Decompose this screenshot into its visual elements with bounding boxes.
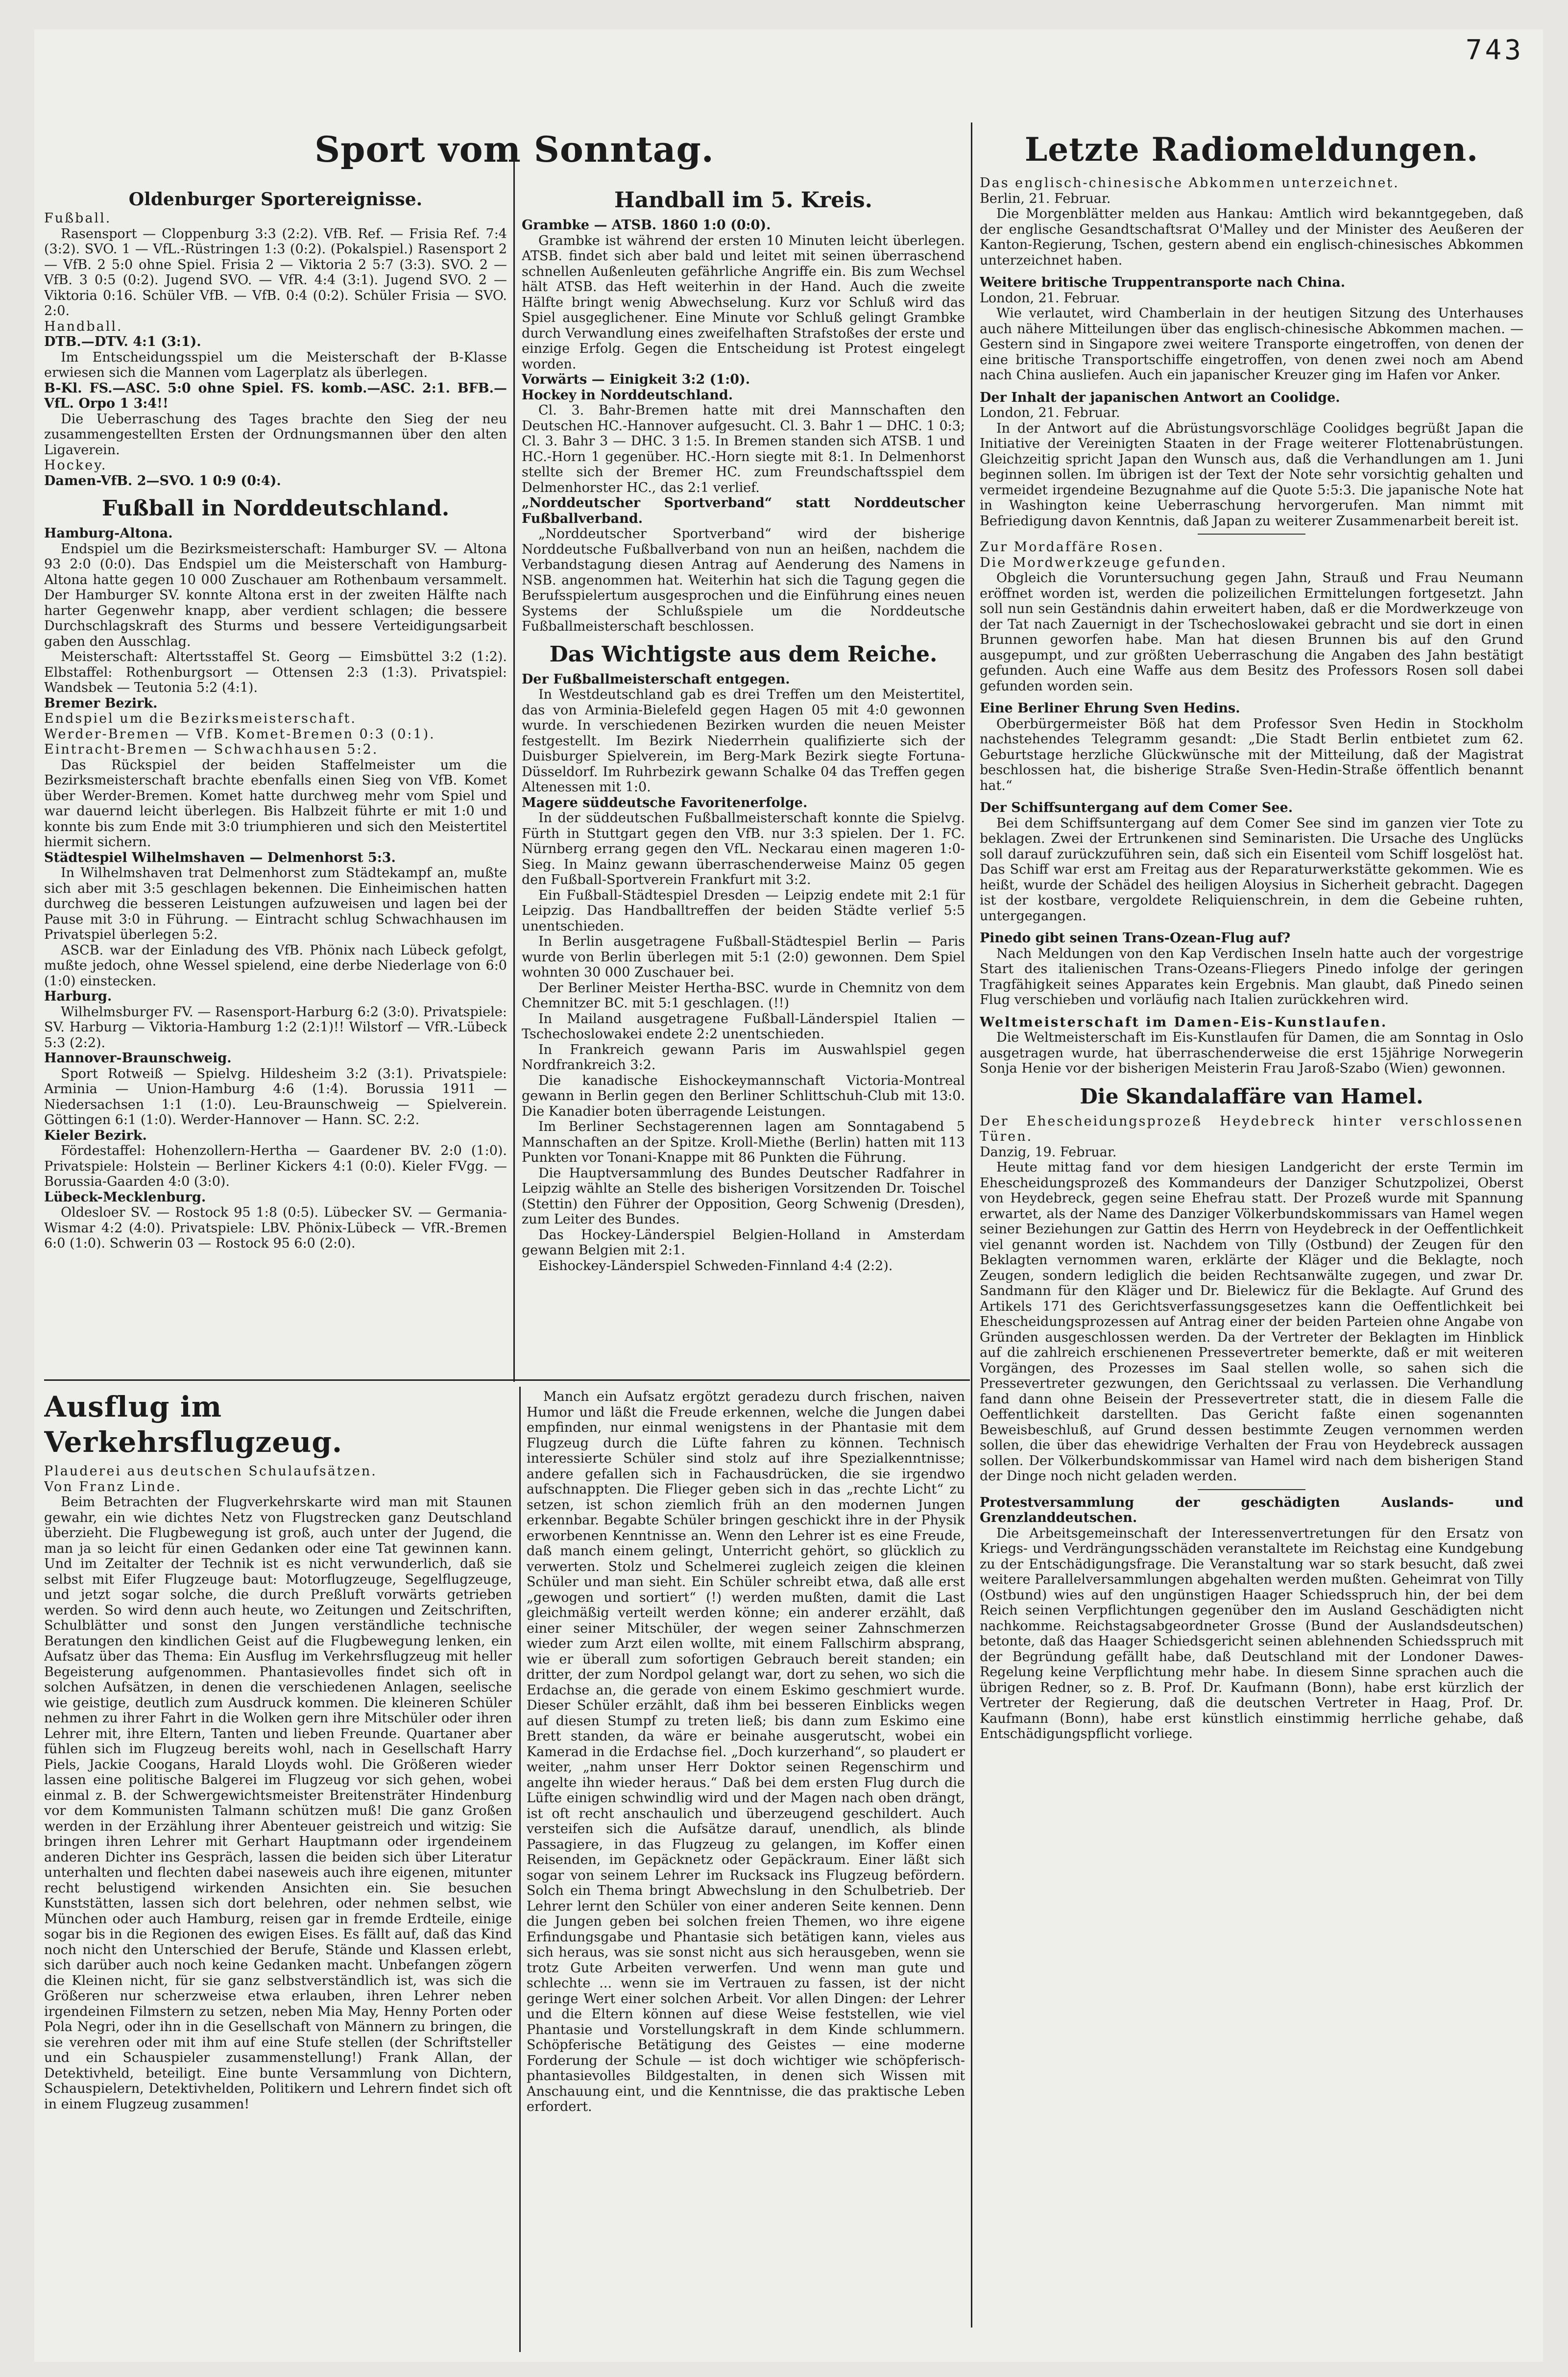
paragraph: Obgleich die Voruntersuchung gegen Jahn, Strauß und Frau Neumann eröffnet worden ist, werden die polizeilichen Ermittelungen fortgesetzt. Jahn soll nun sein Geständnis dahin erweitert haben, daß er die Mordwerkzeuge von der Tat nach Zauernigt in der Tschechoslowakei gebracht und sie dort in einen Brunnen geworfen habe. Man hat diesen Brunnen bis auf den Grund ausgepumpt, und zur größten Ueberraschung die Angaben des Jahn bestätigt gefunden. Auch eine Waffe aus dem Besitz des Professors Rosen soll dabei gefunden worden sein. bbox=[980, 570, 1523, 694]
paragraph: „Norddeutscher Sportverband“ wird der bisherige Norddeutsche Fußballverband von nun an heißen, nachdem die Verbandstagung diesen Antrag auf Aenderung des Namens in NSB. angenommen hat. Weiterhin hat sich die Tagung gegen die Berufsspielertum ausgesprochen und die Einführung eines neuen Systems der Schlußspiele um die Norddeutsche Fußballmeisterschaft beschlossen. bbox=[522, 526, 965, 634]
column-rule bbox=[519, 1387, 521, 2352]
paragraph: Die Ueberraschung des Tages brachte den Sieg der neu zusammengestellten Ersten der Ordnungsmannen über den alten Ligaverein. bbox=[44, 411, 507, 458]
separator bbox=[1198, 534, 1305, 535]
paragraph: Cl. 3. Bahr-Bremen hatte mit drei Mannschaften den Deutschen HC.-Hannover aufgesucht. Cl. 3. Bahr 1 — DHC. 1 0:3; Cl. 3. Bahr 3 — DHC. 3 1:5. In Bremen standen sich ATSB. 1 und HC.-Horn 1 gegenüber. HC.-Horn siegte mit 8:1. In Delmenhorst stellte sich der Bremer HC. zum Freundschaftsspiel dem Delmenhorster HC., das 2:1 verlief. bbox=[522, 403, 965, 495]
flug-left-column bbox=[44, 1389, 512, 2350]
result-line: DTB.—DTV. 4:1 (3:1). bbox=[44, 334, 201, 349]
radio-subheading: Weitere britische Truppentransporte nach China. bbox=[980, 275, 1346, 290]
paragraph: Die Morgenblätter melden aus Hankau: Amtlich wird bekanntgegeben, daß der englische Gesandtschaftsrat O'Malley und der Minister des Aeußeren der Kanton-Regierung, Tschen, gestern abend ein englisch-chinesisches Abkommen unterzeichnet haben. bbox=[980, 206, 1523, 268]
paragraph: Die Weltmeisterschaft im Eis-Kunstlaufen für Damen, die am Sonntag in Oslo ausgetragen wurde, hat überraschenderweise die erst 15jährige Norwegerin Sonja Henie vor der bisherigen Meisterin Frau Jaroß-Szabo (Wien) gewonnen. bbox=[980, 1030, 1523, 1076]
paragraph: Im Entscheidungsspiel um die Meisterschaft der B-Klasse erwiesen sich die Mannen vom Lagerplatz als überlegen. bbox=[44, 349, 507, 380]
page-number: 743 bbox=[1465, 34, 1524, 66]
subhead-handball: Handball. bbox=[44, 319, 123, 334]
paragraph: Eishockey-Länderspiel Schweden-Finnland 4:4 (2:2). bbox=[538, 1258, 893, 1274]
section-rule bbox=[44, 1379, 970, 1381]
radio-subheading: Zur Mordaffäre Rosen. bbox=[980, 539, 1164, 555]
radio-subheading: Protestversammlung der geschädigten Auslands- und Grenzlanddeutschen. bbox=[980, 1495, 1523, 1525]
flug-author: Von Franz Linde. bbox=[44, 1479, 182, 1495]
paragraph: Heute mittag fand vor dem hiesigen Landgericht der erste Termin im Ehescheidungsprozeß des Kommandeurs der Danziger Schutzpolizei, Oberst von Heydebreck, gegen seine Ehefrau statt. Der Prozeß wurde mit Spannung erwartet, als der Name des Danziger Völkerbundskommissars van Hamel wegen seiner Beziehungen zur Gattin des Herrn von Heydebreck in der Oeffentlichkeit viel genannt worden ist. Nachdem von Tilly (Ostbund) der Zeugen für den Beklagten vernommen waren, erklärte der Kläger und die Beklagte, noch Zeugen, sondern lediglich die beiden Rechtsanwälte zugegen, und zwar Dr. Sandmann für den Kläger und Dr. Bielewicz für die Beklagte. Auf Grund des Artikels 171 des Gerichtsverfassungsgesetzes kann die Oeffentlichkeit bei Ehescheidungsprozessen auf Antrag einer der beiden Parteien ohne Angabe von Gründen ausgeschlossen werden. Da der Vertreter der Beklagten im Hinblick auf die zahlreich erschienenen Pressevertreter bemerkte, daß er mit weiteren Vorgängen, des Prozesses im Saal stellen wolle, so sahen sich die Pressevertreter gezwungen, den Gerichtssaal zu verlassen. Die Verhandlung fand dann ohne Beisein der Pressevertreter statt, die in diesem Falle die Oeffentlichkeit darstellten. Das Gericht faßte einen sogenannten Beweisbeschluß, auf Grund dessen bestimmte Zeugen vernommen werden sollen, die über das ehewidrige Verhalten der Frau von Heydebreck aussagen sollen. Der Völkerbundskommissar van Hamel wird nach dem bisherigen Stand der Dinge noch nicht geladen werden. bbox=[980, 1160, 1523, 1484]
subhead-kiel: Kieler Bezirk. bbox=[44, 1127, 147, 1143]
radio-subheading: Pinedo gibt seinen Trans-Ozean-Flug auf? bbox=[980, 931, 1291, 946]
radio-subheading: Die Mordwerkzeuge gefunden. bbox=[980, 555, 1227, 570]
result-line: Vorwärts — Einigkeit 3:2 (1:0). bbox=[522, 372, 750, 387]
radio-column bbox=[980, 127, 1523, 2352]
subhead-meisterschaft: Der Fußballmeisterschaft entgegen. bbox=[522, 671, 790, 687]
oldenburg-heading: Oldenburger Sportereignisse. bbox=[128, 189, 423, 210]
result-line: B-Kl. FS.—ASC. 5:0 ohne Spiel. FS. komb.—ASC. 2:1. BFB.—VfL. Orpo 1 3:4!! bbox=[44, 380, 507, 411]
reich-heading: Das Wichtigste aus dem Reiche. bbox=[549, 641, 938, 667]
radio-subheading: Das englisch-chinesische Abkommen unterzeichnet. bbox=[980, 175, 1399, 191]
paragraph: In der Antwort auf die Abrüstungsvorschläge Coolidges begrüßt Japan die Initiative der Vereinigten Staaten in der Frage weiterer Flottenabrüstungen. Gleichzeitig spricht Japan den Wunsch aus, daß die Verhandlungen am 1. Juni beginnen sollen. Im übrigen ist der Text der Note sehr vorsichtig gehalten und vermeidet irgendeine Bezugnahme auf die Quote 5:5:3. Die japanische Note hat in Washington keine Ueberraschung hervorgerufen. Man nimmt mit Befriedigung davon Kenntnis, daß Japan zu weiterer Zusammenarbeit bereit ist. bbox=[980, 420, 1523, 529]
subhead-sueddeutsch: Magere süddeutsche Favoritenerfolge. bbox=[522, 795, 808, 810]
paragraph: Meisterschaft: Altertsstaffel St. Georg — Eimsbüttel 3:2 (1:2). Elbstaffel: Rothenburgsort — Ottensen 2:3 (1:3). Privatspiel: Wandsbek — Teutonia 5:2 (4:1). bbox=[44, 649, 507, 695]
paragraph: Eintracht-Bremen — Schwachhausen 5:2. bbox=[44, 742, 379, 757]
paragraph: Beim Betrachten der Flugverkehrskarte wird man mit Staunen gewahr, ein wie dichtes Netz von Flugstrecken ganz Deutschland überzieht. Die Flugbewegung ist groß, auch unter der Jugend, die man ja so leicht für einen Gedanken oder eine Tat gewinnen kann. Und im Zeitalter der Technik ist es nicht verwunderlich, daß sie selbst mit Eifer Flugzeuge baut: Motorflugzeuge, Segelflugzeuge, und jetzt sogar solche, die durch Preßluft vorwärts getrieben werden. So wird denn auch heute, wo Zeitungen und Zeitschriften, Schulblätter und sonst den Jungen verständliche technische Beratungen den kindlichen Geist auf die Flugbewegung lenken, ein Aufsatz über das Thema: Ein Ausflug im Verkehrsflugzeug mit heller Begeisterung aufgenommen. Phantasievolles findet sich oft in solchen Aufsätzen, in denen die verschiedenen Anlagen, seelische wie geistige, deutlich zum Ausdruck kommen. Die kleineren Schüler nehmen zu ihrer Fahrt in die Wolken gern ihre Mitschüler oder ihren Lehrer mit, ihre Eltern, Tanten und lieben Freunde. Quartaner aber fühlen sich im Flugzeug bereits wohl, nach in Gesellschaft Harry Piels, Jackie Coogans, Harald Lloyds wohl. Die Größeren wieder lassen eine politische Balgerei im Flugzeug vor sich gehen, wobei einmal z. B. der Schwergewichtsmeister Breitensträter Hindenburg vor dem Kommunisten Talmann schützen muß! Die ganz Großen werden in der Erzählung ihrer Abenteuer geistreich und witzig: Sie bringen ihren Lehrer mit Gerhart Hauptmann oder irgendeinem anderen Dichter ins Gespräch, lassen die beiden sich über Literatur unterhalten und flechten dabei naseweis auch ihre eigenen, mitunter recht belustigend wirkenden Ansichten ein. Sie besuchen Kunststätten, lassen sich dort belehren, oder nehmen selbst, wie München oder auch Hamburg, reisen gar in fremde Erdteile, einige sogar bis in die Regionen des ewigen Eises. Es fällt auf, daß das Kind noch nicht den Unterschied der Berufe, Stände und Klassen erlebt, sich darüber auch noch keine Gedanken macht. Unbefangen zögern die Kleinen nicht, für sie ganz selbstverständlich ist, was sich die Größeren nur scherzweise etwa erlauben, ihren Lehrer neben irgendeinen Filmstern zu setzen, neben Mia May, Henny Porten oder Pola Negri, oder ihn in die Gesellschaft von Männern zu bringen, die sie verehren oder mit ihm auf eine Stufe stellen (der Schriftsteller und ein Schauspieler zusammenstellung!) Frank Allan, der Detektivheld, beteiligt. Eine bunte Versammlung von Dichtern, Schauspielern, Detektivhelden, Politikern und Lehrern findet sich oft in einem Flugzeug zusammen! bbox=[44, 1495, 512, 2112]
paragraph: In Westdeutschland gab es drei Treffen um den Meistertitel, das von Arminia-Bielefeld gegen Hagen 05 mit 4:0 gewonnen wurde. In verschiedenen Bezirken wurden die neuen Meister festgestellt. Im Bezirk Niederrhein qualifizierte sich der Duisburger Spielverein, im Berg-Mark Bezirk siegte Fortuna-Düsseldorf. Im Ruhrbezirk gewann Schalke 04 das Treffen gegen Altenessen mit 1:0. bbox=[522, 687, 965, 795]
paragraph: Wilhelmsburger FV. — Rasensport-Harburg 6:2 (3:0). Privatspiele: SV. Harburg — Viktoria-Hamburg 1:2 (2:1)!! Wilstorf — VfR.-Lübeck 5:3 (2:2). bbox=[44, 1004, 507, 1051]
sport-title: Sport vom Sonntag. bbox=[314, 128, 714, 170]
subhead-hockey: Hockey. bbox=[44, 458, 107, 473]
paragraph: Endspiel um die Bezirksmeisterschaft. bbox=[44, 711, 357, 726]
paragraph: Oberbürgermeister Böß hat dem Professor Sven Hedin in Stockholm nachstehendes Telegramm gesandt: „Die Stadt Berlin entbietet zum 62. Geburtstage herzliche Glückwünsche mit der Mitteilung, daß der Magistrat beschlossen hat, die bisherige Straße Sven-Hedin-Straße öffentlich benannt hat.“ bbox=[980, 716, 1523, 793]
paragraph: Manch ein Aufsatz ergötzt geradezu durch frischen, naiven Humor und läßt die Freude erkennen, welche die Jungen dabei empfinden, nur einmal wenigstens in der Phantasie mit dem Flugzeug durch die Lüfte fahren zu können. Technisch interessierte Schüler sind stolz auf ihre Spezialkenntnisse; andere gefallen sich in Fachausdrücken, die sie irgendwo aufschnappten. Die Flieger geben sich in das „rechte Licht“ zu setzen, ist schon ziemlich früh an den modernen Jungen erkennbar. Begabte Schüler bringen geschickt ihre in der Physik erworbenen Kenntnisse an. Wenn den Lehrer ist es eine Freude, daß manch einem gelingt, Unterricht gehört, so glücklich zu verwerten. Stolz und Schelmerei zugleich zeigen die kleinen Schüler und man sieht. Ein Schüler schreibt etwa, daß alle erst „gewogen und sortiert“ (!) werden mußten, damit die Last gleichmäßig verteilt werden könne; ein anderer erzählt, daß einer seiner Mitschüler, der wegen seiner Zahnschmerzen wieder zum Arzt eilen wollte, mit einem Fallschirm absprang, wie er überall zum sofortigen Gebrauch bereit standen; ein dritter, der zum Nordpol gelangt war, dort zu sehen, wo sich die Erdachse an, die gerade von einem Eskimo geschmiert wurde. Dieser Schüler erzählt, daß ihm bei besseren Einblicks wegen auf diesen Stumpf zu treten ließ; bis dann zum Eskimo eine Brett standen, da wäre er beinahe ausgerutscht, wobei ein Kamerad in die Erdachse fiel. „Doch kurzerhand“, so plaudert er weiter, „nahm unser Herr Doktor seinen Regenschirm und angelte ihn wieder heraus.“ Daß bei dem ersten Flug durch die Lüfte einigen schwindlig wird und der Magen nach oben drängt, ist oft recht anschaulich und überzeugend geschildert. Auch versteifen sich die Aufsätze darauf, unendlich, als blinde Passagiere, in das Flugzeug zu gelangen, im Koffer einen Reisenden, im Gepäcknetz oder Gepäckraum. Einer läßt sich sogar von seinem Lehrer im Rucksack ins Flugzeug befördern. Solch ein Thema bringt Abwechslung in den Schulbetrieb. Der Lehrer lernt den Schüler von einer anderen Seite kennen. Denn die Jungen geben bei solchen freien Themen, wo ihre eigene Erfindungsgabe und Phantasie sich betätigen kann, vieles aus sich heraus, was sie sonst nicht aus sich herausgeben, wenn sie trotz Gute Arbeiten verwerfen. Und wenn man gute und schlechte ... wenn sie im Vertrauen zu fassen, ist der nicht geringe Wert einer solchen Arbeit. Vor allen Dingen: der Lehrer und die Eltern können auf diese Weise feststellen, wie viel Phantasie und Vorstellungskraft in dem Kinde schlummern. Schöpferische Betätigung des Geistes — eine moderne Forderung der Schule — ist doch wichtiger wie schöpferisch-phantasievolles Bildgestalten, in denen sich Wissen mit Anschauung eint, und die Kenntnisse, die das praktische Leben erfordert. bbox=[527, 1389, 965, 2114]
paragraph: Ein Fußball-Städtespiel Dresden — Leipzig endete mit 2:1 für Leipzig. Das Handballtreffen der beiden Städte verlief 5:5 unentschieden. bbox=[522, 887, 965, 934]
norddeutschland-heading: Fußball in Norddeutschland. bbox=[101, 496, 450, 521]
radio-subheading: Der Ehescheidungsprozeß Heydebreck hinter verschlossenen Türen. bbox=[980, 1113, 1523, 1144]
flug-subtitle: Plauderei aus deutschen Schulaufsätzen. bbox=[44, 1464, 377, 1479]
dateline: London, 21. Februar. bbox=[980, 405, 1120, 420]
paragraph: In Frankreich gewann Paris im Auswahlspiel gegen Nordfrankreich 3:2. bbox=[522, 1042, 965, 1073]
handball-heading: Handball im 5. Kreis. bbox=[614, 188, 872, 213]
column-rule bbox=[971, 123, 972, 2328]
paragraph: Das Hockey-Länderspiel Belgien-Holland in Amsterdam gewann Belgien mit 2:1. bbox=[522, 1227, 965, 1258]
result-line: Grambke — ATSB. 1860 1:0 (0:0). bbox=[522, 218, 771, 233]
radio-title: Letzte Radiomeldungen. bbox=[1024, 130, 1479, 169]
paragraph: Bei dem Schiffsuntergang auf dem Comer See sind im ganzen vier Tote zu beklagen. Zwei der Ertrunkenen sind Seminaristen. Die Ursache des Unglücks soll darauf zurückzuführen sein, daß sich ein Eisenteil vom Schiff losgelöst hat. Das Schiff war erst am Freitag aus der Reparaturwerkstätte gekommen. Wie es heißt, wurde der Schädel des heiligen Aloysius in Sicherheit gebracht. Dagegen ist der kostbare, vergoldete Reliquienschrein, in dem die Gebeine ruhten, untergegangen. bbox=[980, 815, 1523, 924]
radio-subheading: Der Inhalt der japanischen Antwort an Coolidge. bbox=[980, 390, 1340, 405]
paragraph: Rasensport — Cloppenburg 3:3 (2:2). VfB. Ref. — Frisia Ref. 7:4 (3:2). SVO. 1 — VfL.-Rüstringen 1:3 (0:2). (Pokalspiel.) Rasensport 2 — VfB. 2 5:0 ohne Spiel. Frisia 2 — Viktoria 2 5:7 (3:3). SVO. 2 — VfB. 3 0:5 (0:2). Jugend SVO. — VfR. 4:4 (3:1). Jugend SVO. 2 — Viktoria 0:16. Schüler VfB. — VfB. 0:4 (0:2). Schüler Frisia — SVO. 2:0. bbox=[44, 226, 507, 319]
paragraph: In Wilhelmshaven trat Delmenhorst zum Städtekampf an, mußte sich aber mit 3:5 geschlagen bekennen. Die Einheimischen hatten durchweg die besseren Leistungen aufzuweisen und lagen bei der Pause mit 3:0 in Führung. — Eintracht schlug Schwachhausen im Privatspiel überlegen 5:2. bbox=[44, 865, 507, 942]
paragraph: Endspiel um die Bezirksmeisterschaft: Hamburger SV. — Altona 93 2:0 (0:0). Das Endspiel um die Meisterschaft von Hamburg-Altona hatte gegen 10 000 Zuschauer am Rothenbaum versammelt. Der Hamburger SV. konnte Altona erst in der zweiten Hälfte nach harter Gegenwehr knapp, aber verdient schlagen; die bessere Durchschlagskraft des Sturms und bessere Verteidigungsarbeit gaben den Ausschlag. bbox=[44, 541, 507, 649]
subhead-hannover: Hannover-Braunschweig. bbox=[44, 1051, 232, 1066]
subhead-wilhelmshaven: Städtespiel Wilhelmshaven — Delmenhorst 5:3. bbox=[44, 850, 396, 865]
skandal-heading: Die Skandalaffäre van Hamel. bbox=[1080, 1084, 1423, 1108]
paragraph: Grambke ist während der ersten 10 Minuten leicht überlegen. ATSB. findet sich aber bald und leitet mit seinen überraschend schnellen Außenleuten gefährliche Angriffe ein. Bis zum Wechsel hält ATSB. das Heft weiterhin in der Hand. Auch die zweite Hälfte bringt wenig Abwechselung. Kurz vor Schluß wird das Spiel ausgeglichener. Eine Minute vor Schluß gelingt Grambke durch Verwandlung eines zweifelhaften Strafstoßes der erste und einzige Erfolg. Gegen die Entscheidung ist Protest eingelegt worden. bbox=[522, 233, 965, 372]
paragraph: Nach Meldungen von den Kap Verdischen Inseln hatte auch der vorgestrige Start des italienischen Trans-Ozeans-Fliegers Pinedo infolge der geringen Tragfähigkeit seines Apparates kein Ergebnis. Man glaubt, daß Pinedo seinen Flug verschieben und vorläufig nach Italien zurückkehren wird. bbox=[980, 946, 1523, 1007]
paragraph: Der Berliner Meister Hertha-BSC. wurde in Chemnitz von dem Chemnitzer BC. mit 5:1 geschlagen. (!!) bbox=[522, 980, 965, 1011]
paragraph: Wie verlautet, wird Chamberlain in der heutigen Sitzung des Unterhauses auch nähere Mitteilungen über das englisch-chinesische Abkommen machen. — Gestern sind in Singapore zwei weitere Transporte eingetroffen, von denen der eine britische Transportschiffe eingetroffen, von denen zwei noch am Abend nach China ausliefen. Auch ein japanischer Kreuzer ging im Hafen vor Anker. bbox=[980, 306, 1523, 383]
paragraph: In der süddeutschen Fußballmeisterschaft konnte die Spielvg. Fürth in Stuttgart gegen den VfB. nur 3:3 spielen. Der 1. FC. Nürnberg errang gegen den VfL. Neckarau einen mageren 1:0-Sieg. In Mainz gewann überraschenderweise Mainz 05 gegen den Fußball-Sportverein Frankfurt mit 3:2. bbox=[522, 810, 965, 887]
flug-right-column bbox=[527, 1389, 965, 2350]
paragraph: In Mailand ausgetragene Fußball-Länderspiel Italien — Tschechoslowakei endete 2:2 unentschieden. bbox=[522, 1011, 965, 1042]
radio-subheading: Der Schiffsuntergang auf dem Comer See. bbox=[980, 800, 1293, 815]
radio-subheading: Eine Berliner Ehrung Sven Hedins. bbox=[980, 701, 1240, 716]
paragraph: Die Hauptversammlung des Bundes Deutscher Radfahrer in Leipzig wählte an Stelle des bisherigen Vorsitzenden Dr. Toischel (Stettin) den Führer der Opposition, Georg Schwenig (Dresden), zum Leiter des Bundes. bbox=[522, 1165, 965, 1227]
radio-subheading: Weltmeisterschaft im Damen-Eis-Kunstlaufen. bbox=[980, 1014, 1388, 1030]
paragraph: Die Arbeitsgemeinschaft der Interessenvertretungen für den Ersatz von Kriegs- und Verdrängungsschäden veranstaltete im Reichstag eine Kundgebung zu der Entschädigungsfrage. Die Veranstaltung war so stark besucht, daß zwei weitere Parallelversammlungen abgehalten werden mußten. Geheimrat von Tilly (Ostbund) wies auf den ungünstigen Haager Schiedsspruch hin, der bei dem Reich seinen Verpflichtungen gegenüber den im Ausland Geschädigten nicht nachkomme. Reichstagsabgeordneter Grosse (Bund der Auslandsdeutschen) betonte, daß das Haager Schiedsgericht seinen ablehnenden Schiedsspruch mit der Begründung gefällt habe, daß Deutschland mit der Londoner Dawes-Regelung keine Verpflichtung mehr habe. In diesem Sinne sprachen auch die übrigen Redner, so z. B. Prof. Dr. Kaufmann (Bonn), habe erst kürzlich der Vertreter der Regierung, daß die deutschen Vertreter in Haag, Prof. Dr. Kaufmann (Bonn), habe erst künstlich einstimmig herrliche gehabe, daß Entschädigungspflicht vorliege. bbox=[980, 1525, 1523, 1741]
subhead-hockey: Hockey in Norddeutschland. bbox=[522, 387, 733, 403]
flug-title: Ausflug im Verkehrsflugzeug. bbox=[44, 1390, 343, 1459]
paragraph: Das Rückspiel der beiden Staffelmeister um die Bezirksmeisterschaft brachte ebenfalls einen Sieg von VfB. Komet über Werder-Bremen. Komet hatte durchweg mehr vom Spiel und war dauernd leicht überlegen. Bis Halbzeit führte er mit 1:0 und konnte bis zum Ende mit 3:0 triumphieren und sich den Meistertitel hiermit sichern. bbox=[44, 757, 507, 850]
subhead-fussball: Fußball. bbox=[44, 211, 112, 226]
dateline: Danzig, 19. Februar. bbox=[980, 1144, 1117, 1160]
sport-title-block bbox=[64, 127, 965, 181]
subhead-bremen: Bremer Bezirk. bbox=[44, 695, 158, 711]
paragraph: Fördestaffel: Hohenzollern-Hertha — Gaardener BV. 2:0 (1:0). Privatspiele: Holstein — Berliner Kickers 4:1 (0:0). Kieler FVgg. — Borussia-Gaarden 4:0 (3:0). bbox=[44, 1143, 507, 1189]
subhead-hamburg-altona: Hamburg-Altona. bbox=[44, 526, 173, 541]
paragraph: In Berlin ausgetragene Fußball-Städtespiel Berlin — Paris wurde von Berlin überlegen mit 5:1 (2:0) gewonnen. Dem Spiel wohnten 30 000 Zuschauer bei. bbox=[522, 934, 965, 980]
paragraph: Die kanadische Eishockeymannschaft Victoria-Montreal gewann in Berlin gegen den Berliner Schlittschuh-Club mit 13:0. Die Kanadier boten überragende Leistungen. bbox=[522, 1073, 965, 1119]
column-rule bbox=[513, 147, 515, 1382]
paragraph: Oldesloer SV. — Rostock 95 1:8 (0:5). Lübecker SV. — Germania-Wismar 4:2 (4:0). Privatspiele: LBV. Phönix-Lübeck — VfR.-Bremen 6:0 (1:0). Schwerin 03 — Rostock 95 6:0 (2:0). bbox=[44, 1205, 507, 1251]
paragraph: ASCB. war der Einladung des VfB. Phönix nach Lübeck gefolgt, mußte jedoch, ohne Wessel spielend, eine derbe Niederlage von 6:0 (1:0) einstecken. bbox=[44, 942, 507, 989]
sport-middle-column bbox=[522, 186, 965, 1372]
paragraph: Werder-Bremen — VfB. Komet-Bremen 0:3 (0:1). bbox=[44, 726, 435, 742]
subhead-luebeck: Lübeck-Mecklenburg. bbox=[44, 1189, 206, 1205]
dateline: London, 21. Februar. bbox=[980, 290, 1120, 306]
subhead-harburg: Harburg. bbox=[44, 989, 112, 1004]
dateline: Berlin, 21. Februar. bbox=[980, 191, 1111, 206]
subhead-sportverband: „Norddeutscher Sportverband“ statt Norddeutscher Fußballverband. bbox=[522, 495, 965, 526]
sport-left-column bbox=[44, 186, 507, 1372]
separator bbox=[1198, 1489, 1305, 1490]
paragraph: Sport Rotweiß — Spielvg. Hildesheim 3:2 (3:1). Privatspiele: Arminia — Union-Hamburg 4:6 (1:4). Borussia 1911 — Niedersachsen 1:1 (1:0). Leu-Braunschweig — Spielverein. Göttingen 6:1 (1:0). Werder-Hannover — Hann. SC. 2:2. bbox=[44, 1066, 507, 1127]
result-line: Damen-VfB. 2—SVO. 1 0:9 (0:4). bbox=[44, 473, 281, 489]
paragraph: Im Berliner Sechstagerennen lagen am Sonntagabend 5 Mannschaften an der Spitze. Kroll-Miethe (Berlin) hatten mit 113 Punkten vor Tonani-Knappe mit 86 Punkten die Führung. bbox=[522, 1119, 965, 1165]
